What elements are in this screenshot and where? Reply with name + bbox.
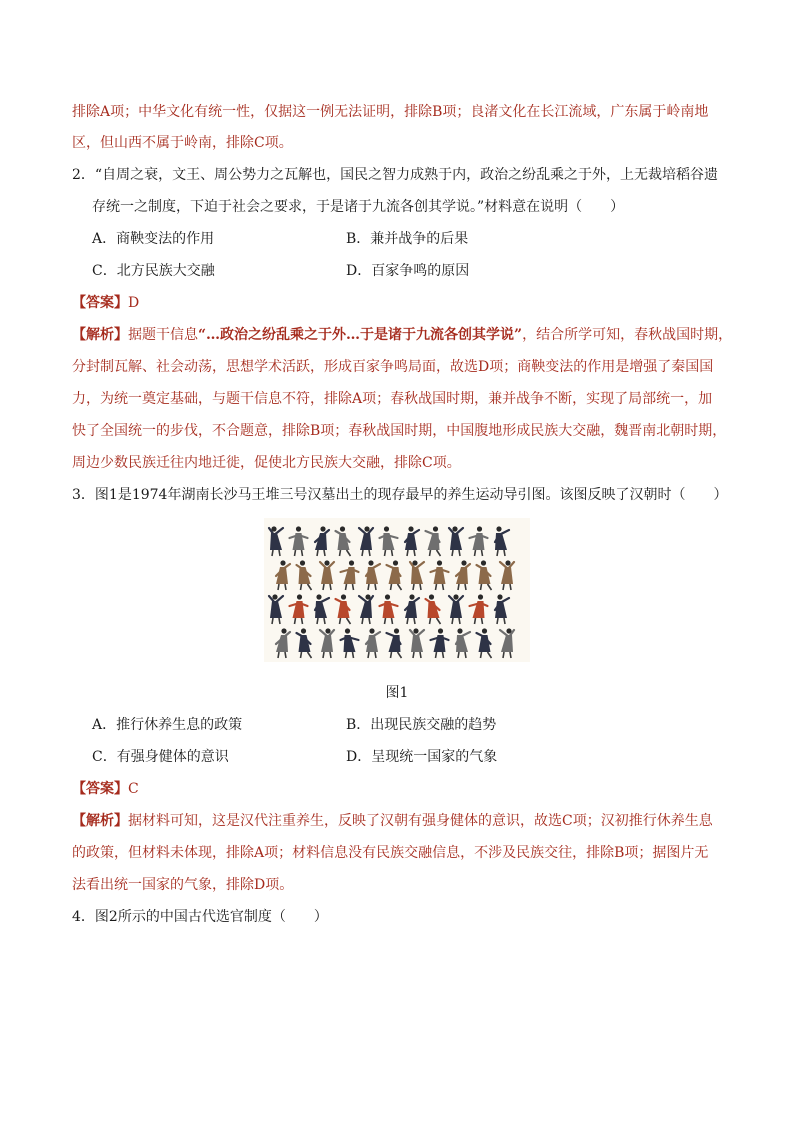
- daoyin-figure: [336, 526, 351, 556]
- daoyin-figure: [276, 560, 290, 590]
- prev-explanation-line-1: 排除A项；中华文化有统一性，仅据这一例无法证明，排除B项；良渚文化在长江流域，广东属于岭南地: [72, 104, 709, 120]
- q2-analysis-line-4: 快了全国统一的步伐，不合题意，排除B项；春秋战国时期，中国腹地形成民族大交融，魏晋南北朝时期，: [72, 423, 727, 439]
- q3-answer: [72, 779, 139, 799]
- q2-option-d: D．百家争鸣的原因: [346, 263, 470, 279]
- daoyin-figure: [387, 560, 402, 590]
- daoyin-figure: [500, 560, 514, 590]
- daoyin-figure: [336, 594, 351, 624]
- daoyin-figure: [315, 594, 329, 624]
- daoyin-figure: [426, 594, 441, 624]
- daoyin-figures-drawing: [264, 518, 530, 662]
- daoyin-figure: [431, 560, 449, 590]
- q2-answer: [72, 293, 139, 313]
- daoyin-figure: [477, 560, 492, 590]
- daoyin-figure: [449, 594, 463, 624]
- daoyin-figure: [405, 526, 419, 556]
- daoyin-figure: [359, 594, 373, 624]
- daoyin-figure: [297, 628, 312, 658]
- figure-1-caption: 图1: [385, 685, 409, 701]
- daoyin-figure: [320, 560, 334, 590]
- q2-option-a: A．商鞅变法的作用: [92, 231, 215, 247]
- daoyin-figure: [456, 560, 470, 590]
- q3-option-d: D．呈现统一国家的气象: [346, 749, 498, 765]
- daoyin-figure: [359, 526, 373, 556]
- q2-option-b: B．兼并战争的后果: [346, 231, 469, 247]
- q2-analysis-line-1: [72, 325, 732, 345]
- daoyin-figure: [500, 628, 514, 658]
- q3-analysis-text-1: 据材料可知，这是汉代注重养生，反映了汉朝有强身健体的意识，故选C项；汉初推行休养生息: [128, 813, 713, 829]
- q3-answer-value: C: [128, 781, 139, 797]
- q4-stem: 4．图2所示的中国古代选官制度（ ）: [72, 909, 328, 925]
- q2-analysis-post: ，结合所学可知，春秋战国时期，: [522, 327, 733, 343]
- daoyin-figure: [431, 628, 449, 658]
- q2-analysis-quote: “…政治之纷乱乘之于外…于是诸于九流各创其学说”: [198, 327, 523, 343]
- q3-answer-label: 【答案】: [72, 781, 128, 797]
- daoyin-figure: [269, 526, 283, 556]
- daoyin-figure: [380, 526, 398, 556]
- daoyin-figure: [495, 526, 509, 556]
- daoyin-figure: [290, 594, 308, 624]
- q2-option-c: C．北方民族大交融: [92, 263, 215, 279]
- q2-answer-label: 【答案】: [72, 295, 128, 311]
- daoyin-figure: [449, 526, 463, 556]
- daoyin-figure: [410, 560, 424, 590]
- daoyin-figure: [456, 628, 470, 658]
- daoyin-figure: [405, 594, 419, 624]
- daoyin-figure: [366, 560, 380, 590]
- daoyin-figure: [495, 594, 509, 624]
- q3-option-b: B．出现民族交融的趋势: [346, 717, 497, 733]
- daoyin-figure: [290, 526, 308, 556]
- q2-analysis-line-3: 力，为统一奠定基础，与题干信息不符，排除A项；春秋战国时期，兼并战争不断，实现了局部统一，加: [72, 391, 713, 407]
- q2-answer-value: D: [128, 295, 140, 311]
- q2-stem-line-2: 存统一之制度，下迫于社会之要求，于是诸于九流各创其学说。”材料意在说明（ ）: [92, 199, 625, 215]
- q3-analysis-line-2: 的政策，但材料未体现，排除A项；材料信息没有民族交融信息，不涉及民族交往，排除B项；据图片无: [72, 845, 709, 861]
- prev-explanation-line-2: 区，但山西不属于岭南，排除C项。: [72, 135, 293, 151]
- q3-analysis-label: 【解析】: [72, 813, 128, 829]
- daoyin-figure: [320, 628, 334, 658]
- daoyin-figure: [470, 594, 488, 624]
- daoyin-figure: [341, 628, 359, 658]
- daoyin-figure: [477, 628, 492, 658]
- q3-analysis-line-3: 法看出统一国家的气象，排除D项。: [72, 877, 294, 893]
- daoyin-figure: [470, 526, 488, 556]
- daoyin-figure: [297, 560, 312, 590]
- daoyin-figure: [366, 628, 380, 658]
- daoyin-figure: [315, 526, 329, 556]
- daoyin-figure: [269, 594, 283, 624]
- q3-analysis-line-1: [72, 811, 713, 831]
- q2-stem-line-1: 2．“自周之衰，文王、周公势力之瓦解也，国民之智力成熟于内，政治之纷乱乘之于外，上无裁培稻谷遗: [72, 167, 719, 183]
- q2-analysis-pre: 据题干信息: [128, 327, 198, 343]
- daoyin-figure: [410, 628, 424, 658]
- daoyin-figure: [276, 628, 290, 658]
- daoyin-figure: [387, 628, 402, 658]
- q2-analysis-line-2: 分封制瓦解、社会动荡，思想学术活跃，形成百家争鸣局面，故选D项；商鞅变法的作用是增强了秦国国: [72, 359, 714, 375]
- daoyin-figure-image: [264, 518, 530, 662]
- daoyin-figure: [341, 560, 359, 590]
- q2-analysis-label: 【解析】: [72, 327, 128, 343]
- q3-option-a: A．推行休养生息的政策: [92, 717, 243, 733]
- daoyin-figure: [426, 526, 441, 556]
- q2-analysis-line-5: 周边少数民族迁往内地迁徙，促使北方民族大交融，排除C项。: [72, 455, 461, 471]
- daoyin-figure: [380, 594, 398, 624]
- q3-stem: 3．图1是1974年湖南长沙马王堆三号汉墓出土的现存最早的养生运动导引图。该图反映了汉朝时（ ）: [72, 487, 728, 503]
- q3-option-c: C．有强身健体的意识: [92, 749, 229, 765]
